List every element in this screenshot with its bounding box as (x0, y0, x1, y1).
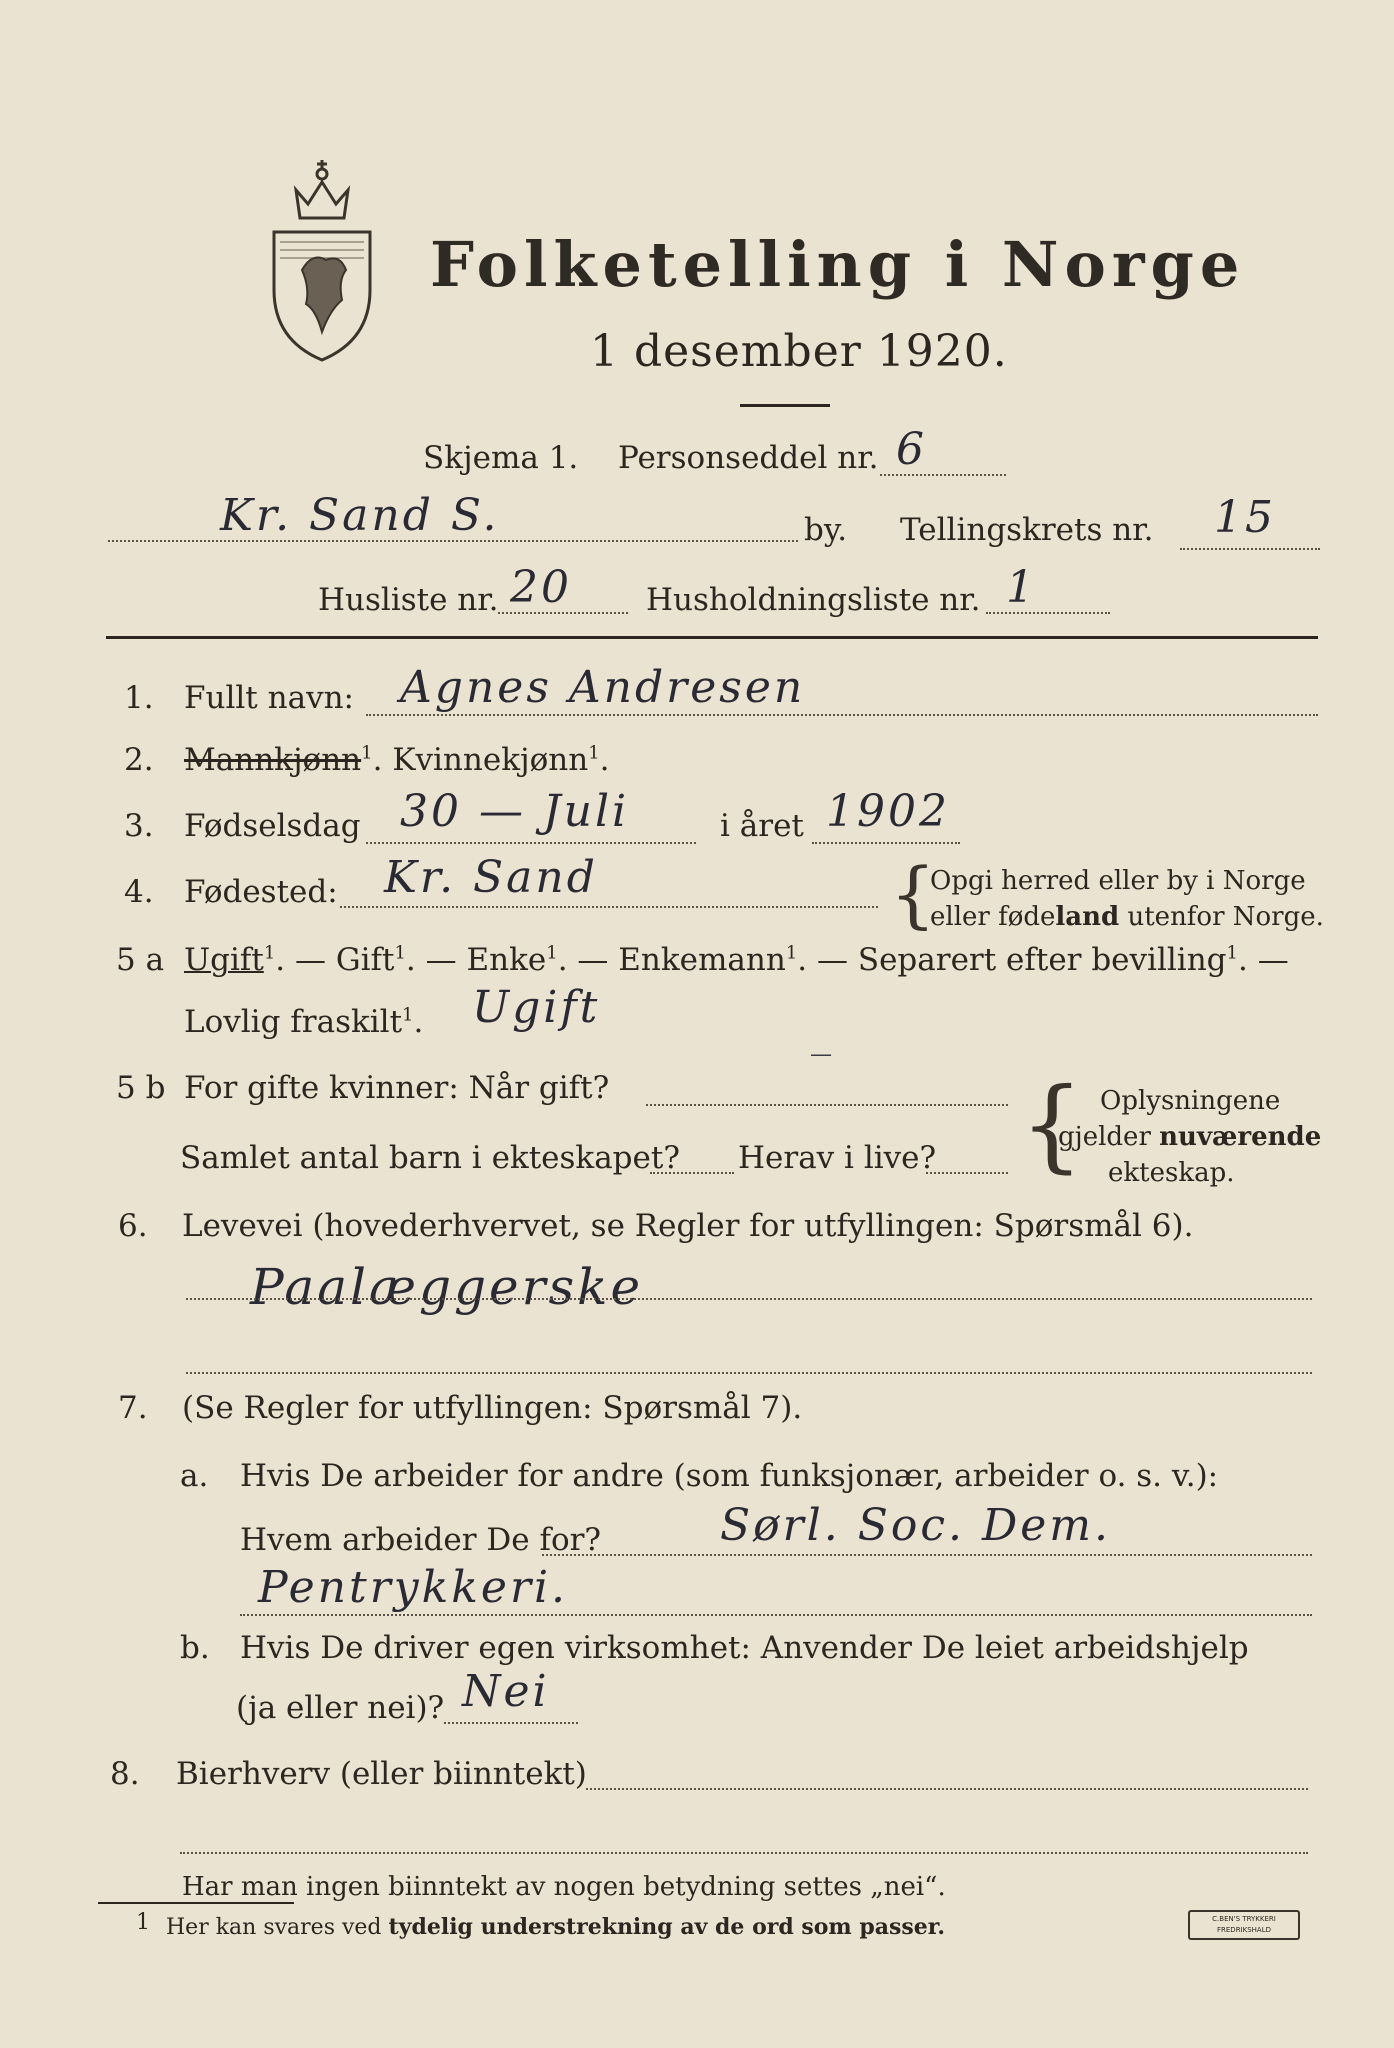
q3-year-label: i året (720, 808, 804, 844)
q3-line (366, 842, 696, 844)
q5a-separert-option[interactable]: Separert efter bevilling (857, 942, 1227, 978)
q3-year-line (812, 842, 960, 844)
personseddel-value[interactable]: 6 (896, 424, 927, 475)
tellingskrets-line (1180, 548, 1320, 550)
q4-note-line2: eller fødeland utenfor Norge. (930, 902, 1324, 932)
q5b-brace: { (1020, 1066, 1084, 1183)
q5a-ugift-option[interactable]: Ugift (184, 942, 264, 978)
tellingskrets-value[interactable]: 15 (1214, 492, 1276, 543)
q2-male-option[interactable]: Mannkjønn (184, 742, 362, 778)
q3-number: 3. (124, 808, 154, 844)
q5a-enke-option[interactable]: Enke (466, 942, 547, 978)
q4-line (340, 906, 878, 908)
q5a-value[interactable]: Ugift (472, 982, 601, 1033)
q5a-enkemann-option[interactable]: Enkemann (618, 942, 786, 978)
footnote-number: 1 (136, 1910, 150, 1935)
q3-value[interactable]: 30 — Juli (400, 786, 630, 837)
printer-stamp: C.BEN'S TRYKKERI FREDRIKSHALD (1188, 1910, 1300, 1940)
q7b-letter: b. (180, 1630, 210, 1666)
q4-note-line1: Opgi herred eller by i Norge (930, 866, 1306, 896)
q7a-line1: Hvis De arbeider for andre (som funksjonær, arbeider o. s. v.): (240, 1458, 1219, 1494)
q7b-value[interactable]: Nei (462, 1666, 550, 1717)
q2-options: Mannkjønn$^1$. Kvinnekjønn$^1$. (184, 742, 610, 778)
coat-of-arms-icon (262, 160, 382, 365)
q1-number: 1. (124, 680, 154, 716)
q5a-gift-option[interactable]: Gift (335, 942, 395, 978)
q5b-barn-line (650, 1172, 734, 1174)
q8-line2 (180, 1852, 1308, 1854)
q7a-line-dots1 (542, 1554, 1312, 1556)
q5a-fraskilt-option[interactable]: Lovlig fraskilt (184, 1004, 403, 1040)
q5b-note-line1: Oplysningene (1100, 1086, 1281, 1116)
q8-line1 (586, 1788, 1308, 1790)
q3-label: Fødselsdag (184, 808, 361, 844)
footnote-divider (98, 1902, 294, 1904)
title-divider (740, 404, 830, 407)
footnote-text: Her kan svares ved tydelig understrekning av de ord som passer. (166, 1914, 946, 1940)
by-value[interactable]: Kr. Sand S. (220, 490, 500, 541)
q4-value[interactable]: Kr. Sand (384, 852, 598, 903)
q7-number: 7. (118, 1390, 148, 1426)
q5b-value[interactable]: — (810, 1042, 832, 1067)
q5b-line (646, 1104, 1008, 1106)
q6-line2 (186, 1372, 1312, 1374)
tellingskrets-label: Tellingskrets nr. (900, 512, 1154, 548)
census-date: 1 desember 1920. (590, 326, 1008, 377)
husliste-label: Husliste nr. (318, 582, 499, 618)
form-title: Folketelling i Norge (430, 228, 1246, 301)
q5b-barn-label: Samlet antal barn i ekteskapet? (180, 1140, 680, 1176)
q6-number: 6. (118, 1208, 148, 1244)
q5b-live-label: Herav i live? (738, 1140, 937, 1176)
q2-female-option[interactable]: Kvinnekjønn (392, 742, 589, 778)
q5a-options: Ugift$^1$. — Gift$^1$. — Enke$^1$. — Enkemann$^1$. — Separert efter bevilling$^1$. — (184, 942, 1289, 978)
q4-label: Fødested: (184, 874, 338, 910)
q1-label: Fullt navn: (184, 680, 354, 716)
q8-number: 8. (110, 1756, 140, 1792)
q7b-line-dots (444, 1722, 578, 1724)
q7a-line-dots2 (240, 1614, 1312, 1616)
husholdning-value[interactable]: 1 (1006, 562, 1037, 613)
nei-note: Har man ingen biinntekt av nogen betydning settes „nei“. (182, 1872, 946, 1902)
q7a-letter: a. (180, 1458, 209, 1494)
q5b-live-line (926, 1172, 1008, 1174)
q5b-note-line3: ekteskap. (1108, 1158, 1235, 1188)
q6-line1 (186, 1298, 1312, 1300)
skjema-label: Skjema 1. (423, 440, 579, 476)
q7b-line2: (ja eller nei)? (236, 1690, 445, 1726)
q7a-value1[interactable]: Sørl. Soc. Dem. (720, 1500, 1111, 1551)
q4-number: 4. (124, 874, 154, 910)
q7a-value2[interactable]: Pentrykkeri. (258, 1562, 569, 1613)
by-label: by. (804, 512, 848, 548)
q4-brace: { (890, 852, 936, 936)
q5a-fraskilt-line: Lovlig fraskilt$^1$. (184, 1004, 424, 1040)
q5b-number: 5 b (116, 1070, 166, 1106)
q2-number: 2. (124, 742, 154, 778)
q1-value[interactable]: Agnes Andresen (400, 662, 806, 713)
q8-label: Bierhverv (eller biinntekt) (176, 1756, 587, 1792)
q7-label: (Se Regler for utfyllingen: Spørsmål 7). (182, 1390, 803, 1426)
q7a-line2: Hvem arbeider De for? (240, 1522, 602, 1558)
q5b-label: For gifte kvinner: Når gift? (184, 1070, 610, 1106)
q6-value[interactable]: Paalæggerske (250, 1258, 644, 1316)
q6-label: Levevei (hovederhvervet, se Regler for utfyllingen: Spørsmål 6). (182, 1208, 1194, 1244)
q7b-line1: Hvis De driver egen virksomhet: Anvender De leiet arbeidshjelp (240, 1630, 1249, 1666)
husholdning-label: Husholdningsliste nr. (646, 582, 981, 618)
personseddel-label: Personseddel nr. (618, 440, 879, 476)
husholdning-line (986, 612, 1110, 614)
q5b-note-line2: gjelder nuværende (1058, 1122, 1322, 1152)
q1-line (366, 714, 1318, 716)
q5a-number: 5 a (116, 942, 165, 978)
section-divider (106, 636, 1318, 639)
husliste-value[interactable]: 20 (510, 562, 572, 613)
q3-year-value[interactable]: 1902 (826, 786, 950, 837)
